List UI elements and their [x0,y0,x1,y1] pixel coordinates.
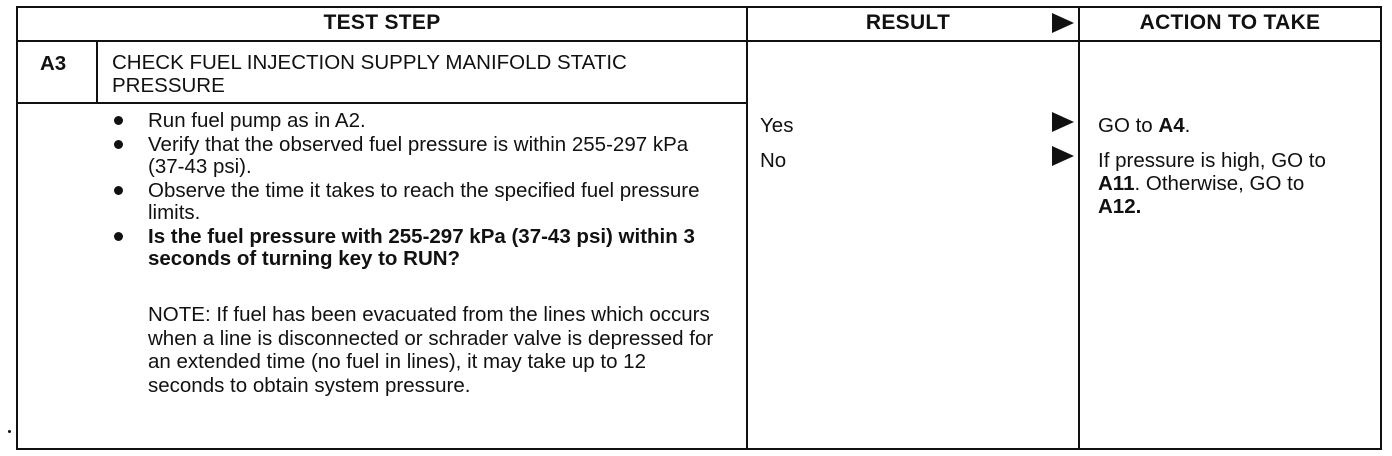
result-yes: Yes [760,114,794,137]
list-item [106,134,736,178]
note-text: NOTE: If fuel has been evacuated from the lines which occurs when a line is disconnected or schrader valve is depressed for an extended time (no fuel in lines), it may take up to 12 seconds to obtain system pressure. [148,303,714,397]
bullet-text: Run fuel pump as in A2. [148,109,366,132]
bullet-icon [114,116,123,125]
action-no-text3: . [1135,195,1142,218]
action-no-text1: If pressure is high, GO to [1098,149,1326,172]
col-divider-action [1078,6,1080,448]
header-result: RESULT [865,11,951,34]
list-item [106,226,736,270]
action-no-ref2: A12 [1098,195,1136,218]
bullet-icon [114,140,123,149]
title-divider [16,102,748,104]
action-yes-suffix: . [1184,114,1191,137]
step-id: A3 [40,52,67,75]
yes-arrow-icon [1052,112,1074,132]
action-no [1098,149,1374,218]
step-title-line1: CHECK FUEL INJECTION SUPPLY MANIFOLD STATIC [112,51,627,74]
action-no-ref1: A11 [1098,172,1135,195]
diagnostic-table [16,6,1382,448]
no-arrow-icon [1052,146,1074,166]
bullet-text: Observe the time it takes to reach the specified fuel pressure limits. [148,179,700,224]
step-title-line2: PRESSURE [112,74,225,97]
col-divider-step-id [96,40,98,104]
header-arrow-icon [1052,13,1074,33]
result-no: No [760,149,787,172]
step-instructions [106,110,736,272]
col-divider-test-step [746,6,748,448]
action-yes-ref: A4 [1158,114,1185,137]
header-action: ACTION TO TAKE [1139,11,1321,34]
bullet-text: Is the fuel pressure with 255-297 kPa (37-43 psi) within 3 seconds of turning key to RUN? [148,225,695,270]
header-divider [16,40,1380,42]
action-no-text2: . Otherwise, GO to [1134,172,1305,195]
list-item [106,110,736,132]
bullet-icon [114,232,123,241]
bullet-text: Verify that the observed fuel pressure is within 255-297 kPa (37-43 psi). [148,133,689,178]
action-yes [1098,114,1190,137]
bullet-icon [114,186,123,195]
action-yes-text: GO to [1098,114,1159,137]
scan-speck [8,430,11,433]
list-item [106,180,736,224]
header-test-step: TEST STEP [323,11,441,34]
